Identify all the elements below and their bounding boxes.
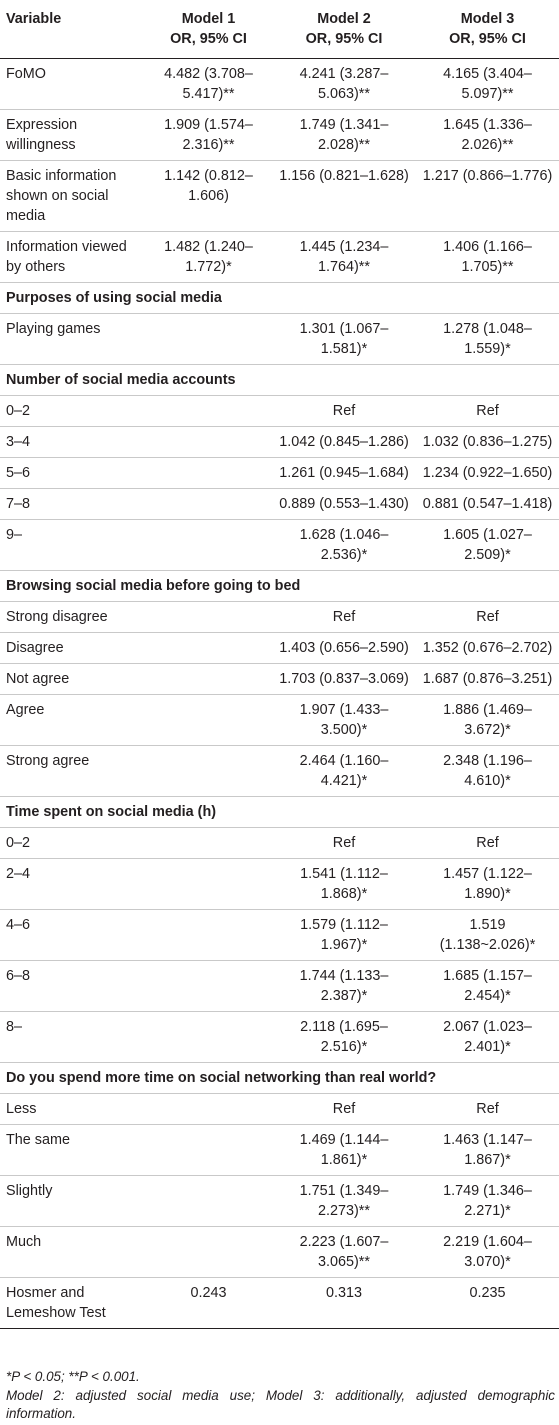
table-header — [0, 0, 559, 59]
model-1-value: 1.482 (1.240–1.772)* — [164, 239, 253, 275]
row-label: 0–2 — [6, 403, 31, 419]
table-row — [0, 314, 559, 365]
table-row — [0, 458, 559, 489]
section-row — [0, 797, 559, 828]
model-2-value: 1.703 (0.837–3.069) — [279, 671, 409, 687]
model-1-value — [145, 602, 272, 633]
model-2-value: Ref — [332, 403, 356, 419]
model-2-value: Ref — [332, 609, 356, 625]
row-label: Disagree — [6, 640, 64, 656]
row-label: Not agree — [6, 671, 70, 687]
model-3-value: Ref — [476, 403, 499, 419]
model-2-value: 2.118 (1.695–2.516)* — [300, 1019, 388, 1055]
section-row — [0, 365, 559, 396]
model-1-value — [145, 961, 272, 1012]
header-model-3-sub: OR, 95% CI — [449, 31, 526, 47]
model-1-value — [145, 1227, 272, 1278]
table-row — [0, 664, 559, 695]
model-3-value: 1.685 (1.157–2.454)* — [443, 968, 532, 1004]
table-row — [0, 161, 559, 232]
section-label: Browsing social media before going to bed — [6, 578, 301, 594]
model-2-value: 1.469 (1.144–1.861)* — [299, 1132, 389, 1168]
header-model-3 — [416, 0, 559, 59]
row-label: The same — [6, 1132, 70, 1148]
model-1-value — [145, 695, 272, 746]
table-row — [0, 695, 559, 746]
model-1-value — [145, 458, 272, 489]
model-3-value: 1.457 (1.122–1.890)* — [443, 866, 532, 902]
row-label: 8– — [6, 1019, 23, 1035]
row-label: Information viewed by others — [6, 239, 127, 275]
model-2-value: 1.628 (1.046–2.536)* — [299, 527, 389, 563]
header-model-2 — [272, 0, 416, 59]
row-label: 7–8 — [6, 496, 31, 512]
model-3-value: Ref — [476, 609, 499, 625]
model-3-value: 1.352 (0.676–2.702) — [422, 640, 553, 656]
table-row — [0, 1278, 559, 1329]
model-3-value: 1.886 (1.469–3.672)* — [443, 702, 532, 738]
table-row — [0, 602, 559, 633]
table-body — [0, 59, 559, 1329]
model-1-value — [145, 396, 272, 427]
model-2-value: 1.541 (1.112–1.868)* — [300, 866, 388, 902]
model-1-value — [145, 633, 272, 664]
model-3-value: 1.234 (0.922–1.650) — [422, 465, 553, 481]
table-row — [0, 1227, 559, 1278]
row-label: Playing games — [6, 321, 101, 337]
model-3-value: 0.881 (0.547–1.418) — [422, 496, 553, 512]
row-label: Hosmer and Lemeshow Test — [6, 1285, 106, 1321]
model-3-value: 0.235 — [469, 1285, 506, 1301]
table-row — [0, 59, 559, 110]
table-row — [0, 746, 559, 797]
model-2-value: Ref — [332, 835, 356, 851]
row-label: 5–6 — [6, 465, 31, 481]
model-3-value: 1.406 (1.166–1.705)** — [443, 239, 532, 275]
model-2-value: 1.403 (0.656–2.590) — [279, 640, 409, 656]
section-label: Time spent on social media (h) — [6, 804, 217, 820]
section-label: Purposes of using social media — [6, 290, 222, 306]
table-row — [0, 520, 559, 571]
model-1-value — [145, 520, 272, 571]
model-1-value — [145, 859, 272, 910]
model-3-value: 1.217 (0.866–1.776) — [422, 168, 553, 184]
model-1-value — [145, 1094, 272, 1125]
table-row — [0, 110, 559, 161]
model-2-value: 2.464 (1.160–4.421)* — [299, 753, 389, 789]
row-label: 2–4 — [6, 866, 31, 882]
model-3-value: 1.032 (0.836–1.275) — [422, 434, 553, 450]
model-1-value — [145, 828, 272, 859]
row-label: Strong agree — [6, 753, 90, 769]
table-row — [0, 232, 559, 283]
model-1-value: 4.482 (3.708–5.417)** — [164, 66, 253, 102]
row-label: Slightly — [6, 1183, 53, 1199]
row-label: 4–6 — [6, 917, 31, 933]
model-1-value — [145, 664, 272, 695]
model-2-value: 1.156 (0.821–1.628) — [279, 168, 409, 184]
model-2-value: 4.241 (3.287–5.063)** — [299, 66, 389, 102]
model-2-value: 1.301 (1.067–1.581)* — [299, 321, 389, 357]
table-row — [0, 633, 559, 664]
model-3-value: 1.605 (1.027–2.509)* — [443, 527, 532, 563]
header-row — [0, 0, 559, 59]
row-label: 3–4 — [6, 434, 31, 450]
table-row — [0, 859, 559, 910]
model-1-value — [145, 427, 272, 458]
model-3-value: 2.219 (1.604–3.070)* — [443, 1234, 532, 1270]
model-1-value — [145, 1012, 272, 1063]
table-row — [0, 828, 559, 859]
row-label: FoMO — [6, 66, 46, 82]
table-row — [0, 1094, 559, 1125]
model-2-value: 0.889 (0.553–1.430) — [279, 496, 409, 512]
model-1-value: 1.909 (1.574–2.316)** — [164, 117, 253, 153]
row-label: Basic information shown on social media — [6, 168, 117, 224]
row-label: 6–8 — [6, 968, 31, 984]
model-3-value: 1.749 (1.346–2.271)* — [443, 1183, 532, 1219]
model-3-value: 1.519 (1.138~2.026)* — [439, 917, 536, 953]
row-label: 9– — [6, 527, 23, 543]
section-row — [0, 1063, 559, 1094]
model-3-value: 1.645 (1.336–2.026)** — [443, 117, 532, 153]
table-row — [0, 1125, 559, 1176]
row-label: Agree — [6, 702, 45, 718]
model-2-value: 0.313 — [325, 1285, 362, 1301]
row-label: Expression willingness — [6, 117, 78, 153]
model-1-value — [145, 910, 272, 961]
footnote-models: Model 2: adjusted social media use; Model 3: additionally, adjusted demographic information. — [6, 1387, 555, 1421]
model-1-value: 0.243 — [190, 1285, 227, 1301]
section-label: Do you spend more time on social networking than real world? — [6, 1070, 437, 1086]
header-model-2-title: Model 2 — [317, 11, 371, 27]
table-row — [0, 427, 559, 458]
table-row — [0, 910, 559, 961]
model-2-value: 1.749 (1.341–2.028)** — [299, 117, 389, 153]
model-3-value: 4.165 (3.404–5.097)** — [443, 66, 532, 102]
header-model-1-sub: OR, 95% CI — [170, 31, 247, 47]
row-label: Much — [6, 1234, 42, 1250]
model-2-value: 1.744 (1.133–2.387)* — [299, 968, 389, 1004]
table-footnotes — [6, 1368, 555, 1424]
model-2-value: 1.261 (0.945–1.684) — [279, 465, 409, 481]
model-2-value: 1.445 (1.234–1.764)** — [299, 239, 389, 275]
model-2-value: 1.042 (0.845–1.286) — [279, 434, 409, 450]
table-row — [0, 1012, 559, 1063]
header-variable: Variable — [6, 11, 62, 27]
model-1-value — [145, 314, 272, 365]
model-3-value: 1.463 (1.147–1.867)* — [443, 1132, 532, 1168]
row-label: Less — [6, 1101, 37, 1117]
model-2-value: 1.579 (1.112–1.967)* — [300, 917, 388, 953]
table-row — [0, 396, 559, 427]
model-2-value: 1.907 (1.433–3.500)* — [299, 702, 389, 738]
header-model-3-title: Model 3 — [460, 11, 515, 27]
table-row — [0, 489, 559, 520]
section-row — [0, 283, 559, 314]
model-3-value: Ref — [476, 1101, 499, 1117]
header-model-2-sub: OR, 95% CI — [305, 31, 383, 47]
model-3-value: Ref — [476, 835, 499, 851]
model-3-value: 2.348 (1.196–4.610)* — [443, 753, 532, 789]
model-1-value — [145, 746, 272, 797]
header-model-1-title: Model 1 — [181, 11, 236, 27]
model-2-value: Ref — [332, 1101, 356, 1117]
footnote-significance: *P < 0.05; **P < 0.001. — [6, 1369, 140, 1384]
row-label: Strong disagree — [6, 609, 108, 625]
model-2-value: 2.223 (1.607–3.065)** — [299, 1234, 389, 1270]
model-1-value: 1.142 (0.812–1.606) — [164, 168, 253, 204]
model-1-value — [145, 1125, 272, 1176]
section-row — [0, 571, 559, 602]
row-label: 0–2 — [6, 835, 31, 851]
model-1-value — [145, 489, 272, 520]
model-3-value: 1.278 (1.048–1.559)* — [443, 321, 532, 357]
table-row — [0, 1176, 559, 1227]
model-1-value — [145, 1176, 272, 1227]
model-3-value: 2.067 (1.023–2.401)* — [443, 1019, 532, 1055]
header-model-1 — [145, 0, 272, 59]
section-label: Number of social media accounts — [6, 372, 236, 388]
table-row — [0, 961, 559, 1012]
model-2-value: 1.751 (1.349–2.273)** — [299, 1183, 389, 1219]
model-3-value: 1.687 (0.876–3.251) — [422, 671, 553, 687]
